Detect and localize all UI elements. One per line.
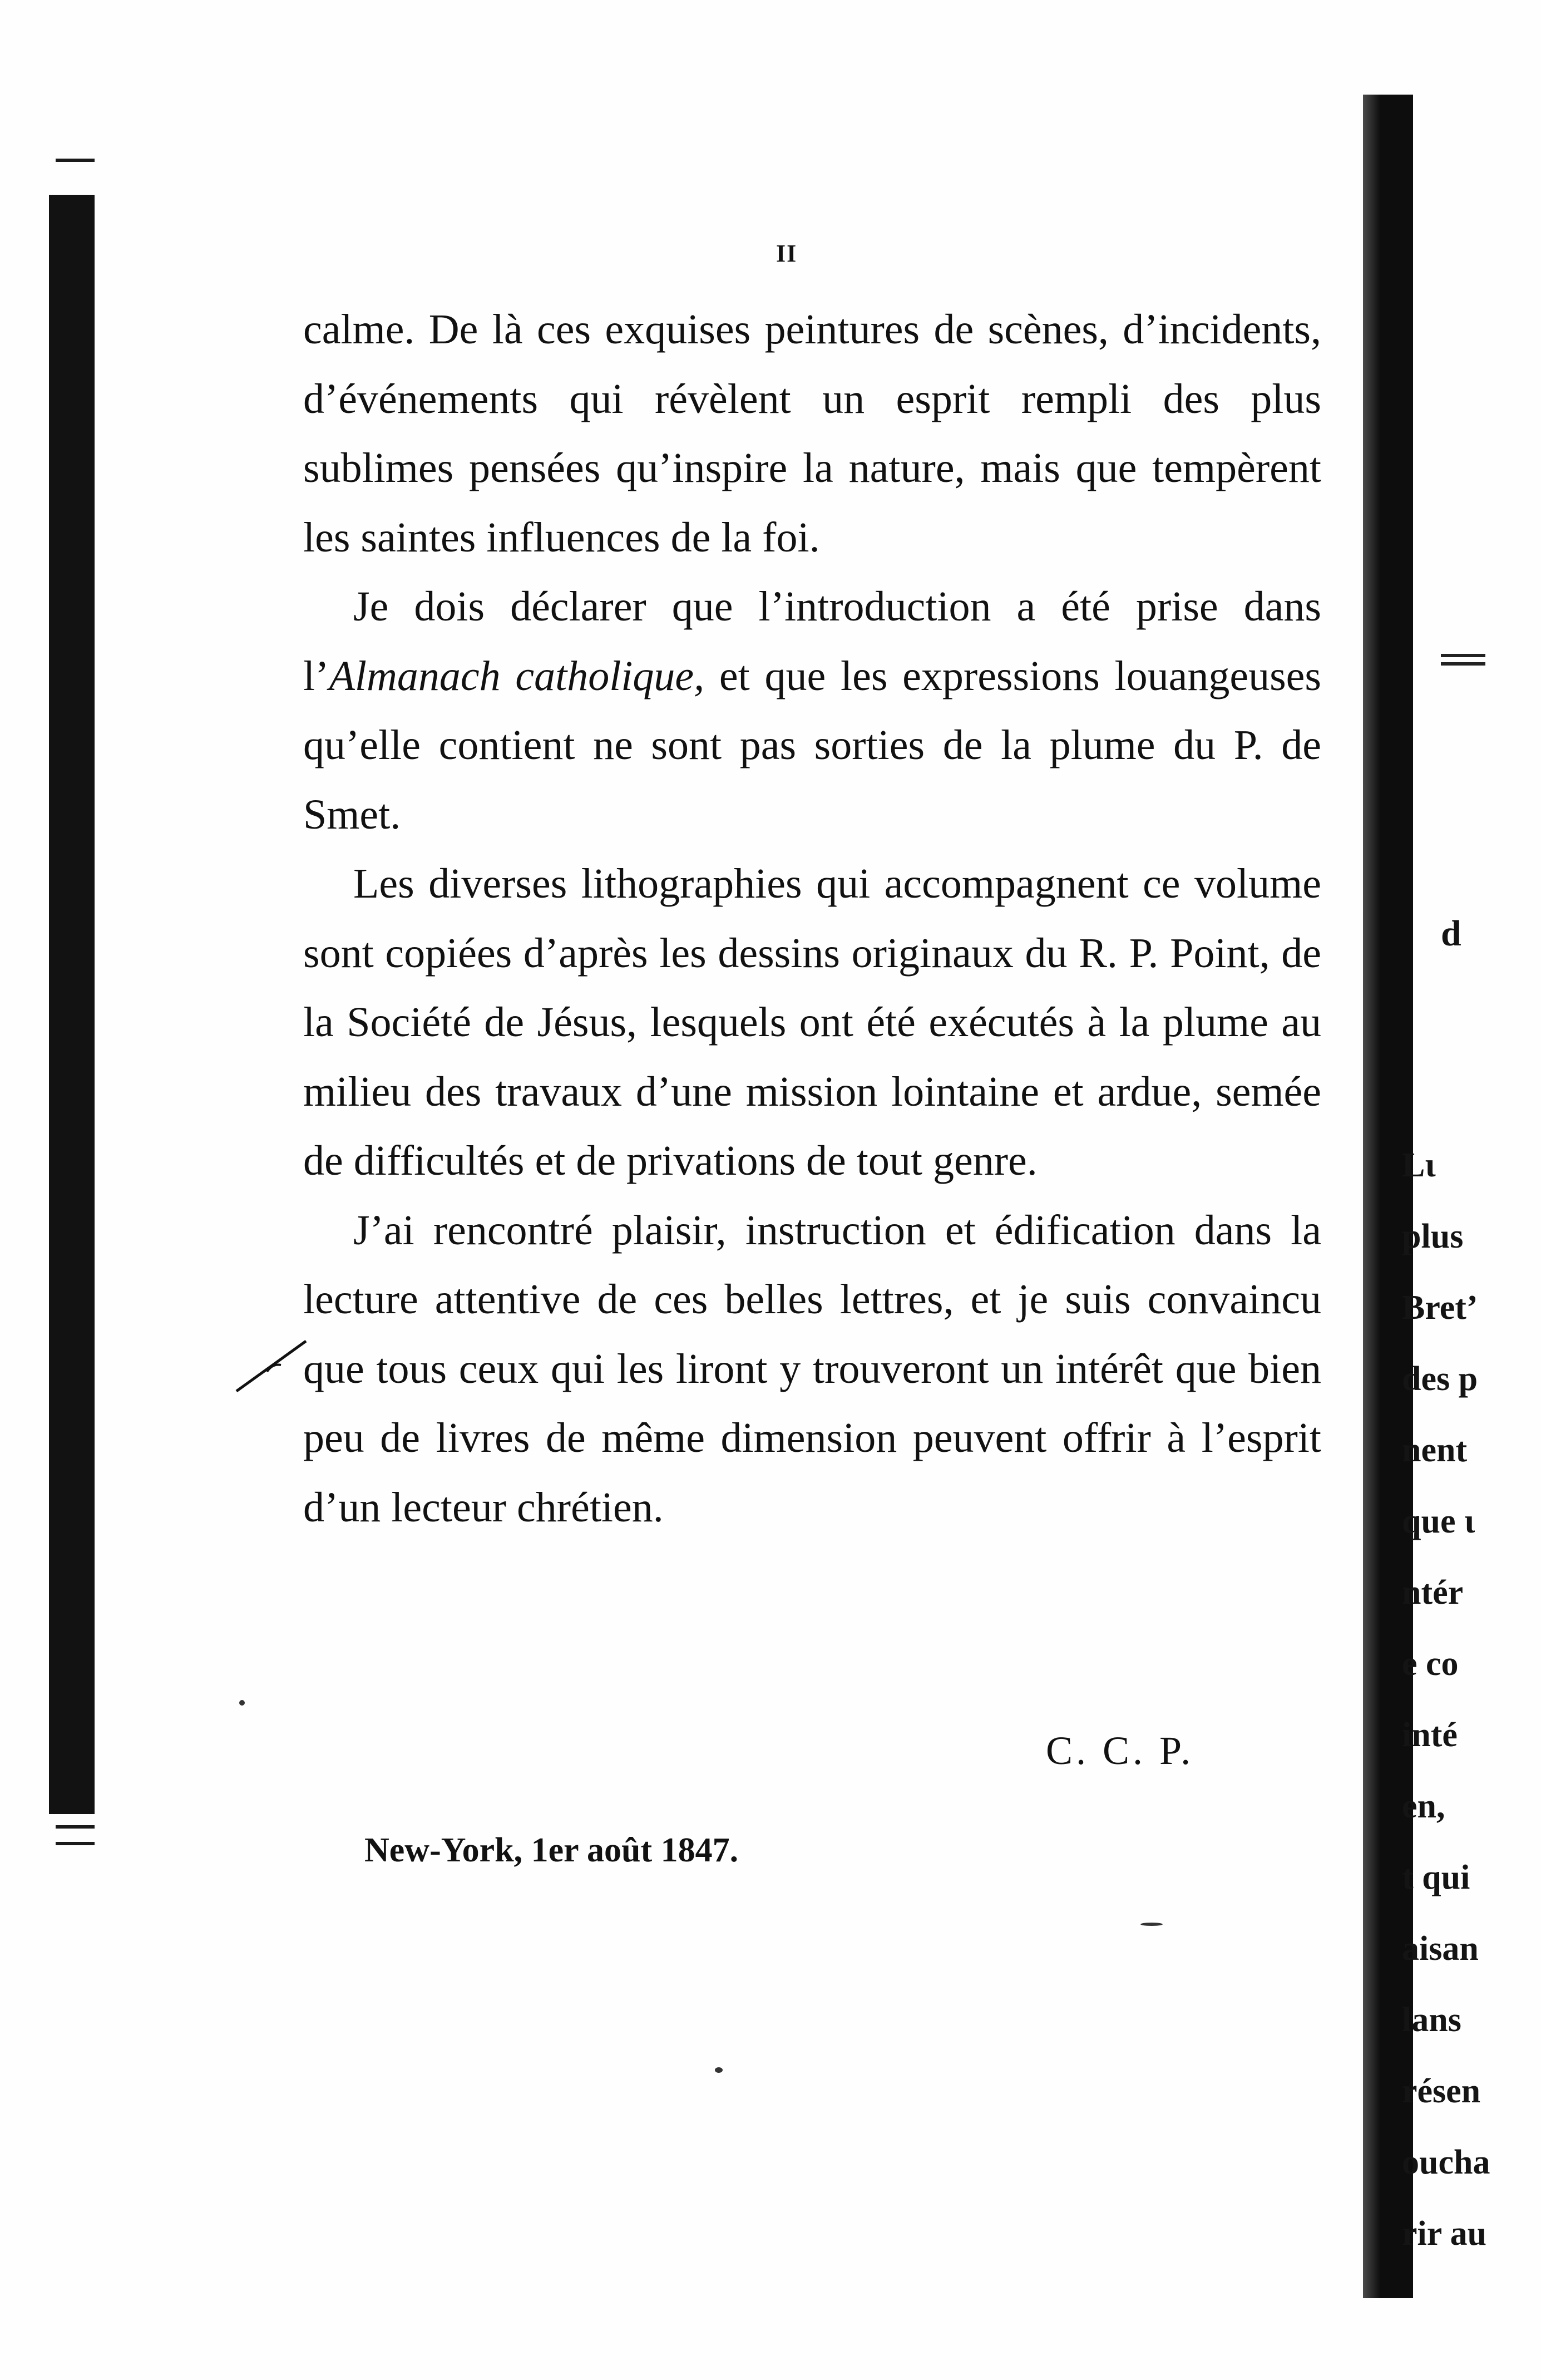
bleed-through-fragment: rir au (1402, 2215, 1487, 2253)
body-text (303, 295, 1321, 1542)
bleed-through-fragment: Bret’ (1402, 1289, 1478, 1327)
pen-mark-icon (234, 1330, 317, 1397)
right-scan-rule (1441, 654, 1485, 657)
bleed-through-column (1402, 1130, 1535, 2269)
bleed-through-fragment: plus (1402, 1218, 1464, 1255)
left-scan-rule (56, 159, 95, 162)
paragraph-text: et que les expressions louangeuses qu’elle contient ne sont pas sorties de la plume du P. de Smet. (303, 652, 1321, 838)
bleed-through-fragment: aisan (1402, 1930, 1479, 1968)
bleed-through-fragment: oucha (1402, 2144, 1490, 2181)
left-scan-rule (56, 1842, 95, 1845)
paragraph-text: Les diverses lithographies qui accompagnent ce volume sont copiées d’après les dessins originaux du R. P. Point, de la Société de Jésus, lesquels ont été exécutés à la plume au milieu des travaux d’une mission lointaine et ardue, semée de difficultés et de privations de tout genre. (303, 860, 1321, 1184)
bleed-through-fragment: inté (1402, 1716, 1458, 1754)
bleed-through-fragment: résen (1402, 2072, 1481, 2110)
bleed-through-fragment: ntér (1402, 1574, 1464, 1612)
bleed-through-fragment: e co (1402, 1645, 1459, 1683)
bleed-through-fragment: que ɩ (1402, 1502, 1475, 1540)
paragraph-text: Je dois déclarer que l’introduction a été prise dans l’ (303, 583, 1321, 699)
signature-initials: C. C. P. (1046, 1728, 1194, 1773)
bleed-through-fragment: en, (1402, 1787, 1445, 1825)
scan-speck (239, 1700, 245, 1706)
scan-speck (715, 2067, 723, 2073)
italic-title: Almanach catholique, (329, 652, 705, 699)
paragraph (303, 849, 1321, 1196)
paragraph (303, 295, 1321, 572)
left-scan-rule (56, 1825, 95, 1829)
bleed-through-fragment: des p (1402, 1360, 1478, 1398)
dateline: New-York, 1er août 1847. (364, 1831, 739, 1869)
paragraph (303, 1196, 1321, 1543)
paragraph-text: calme. De là ces exquises peintures de scènes, d’incidents, d’événements qui révèlent un esprit rempli des plus sublimes pensées qu’inspire la nature, mais que tempèrent les saintes influences de la foi. (303, 306, 1321, 561)
bleed-through-letter: d (1441, 913, 1461, 954)
scan-speck (1140, 1923, 1163, 1926)
bleed-through-fragment: lans (1402, 2001, 1461, 2039)
page-number: II (776, 240, 798, 267)
bleed-through-fragment: Lɩ (1402, 1146, 1436, 1184)
left-binding-bar-lower (49, 1747, 95, 1814)
left-binding-bar (49, 195, 95, 1792)
paragraph-text: J’ai rencontré plaisir, instruction et édification dans la lecture attentive de ces belles lettres, et je suis convaincu que tous ceux qui les liront y trouveront un intérêt que bien peu de livres de même dimension peuvent offrir à l’esprit d’un lecteur chrétien. (303, 1206, 1321, 1531)
paragraph (303, 572, 1321, 849)
bleed-through-fragment: nent (1402, 1431, 1468, 1469)
right-scan-rule (1441, 662, 1485, 666)
bleed-through-fragment: t qui (1402, 1859, 1470, 1896)
